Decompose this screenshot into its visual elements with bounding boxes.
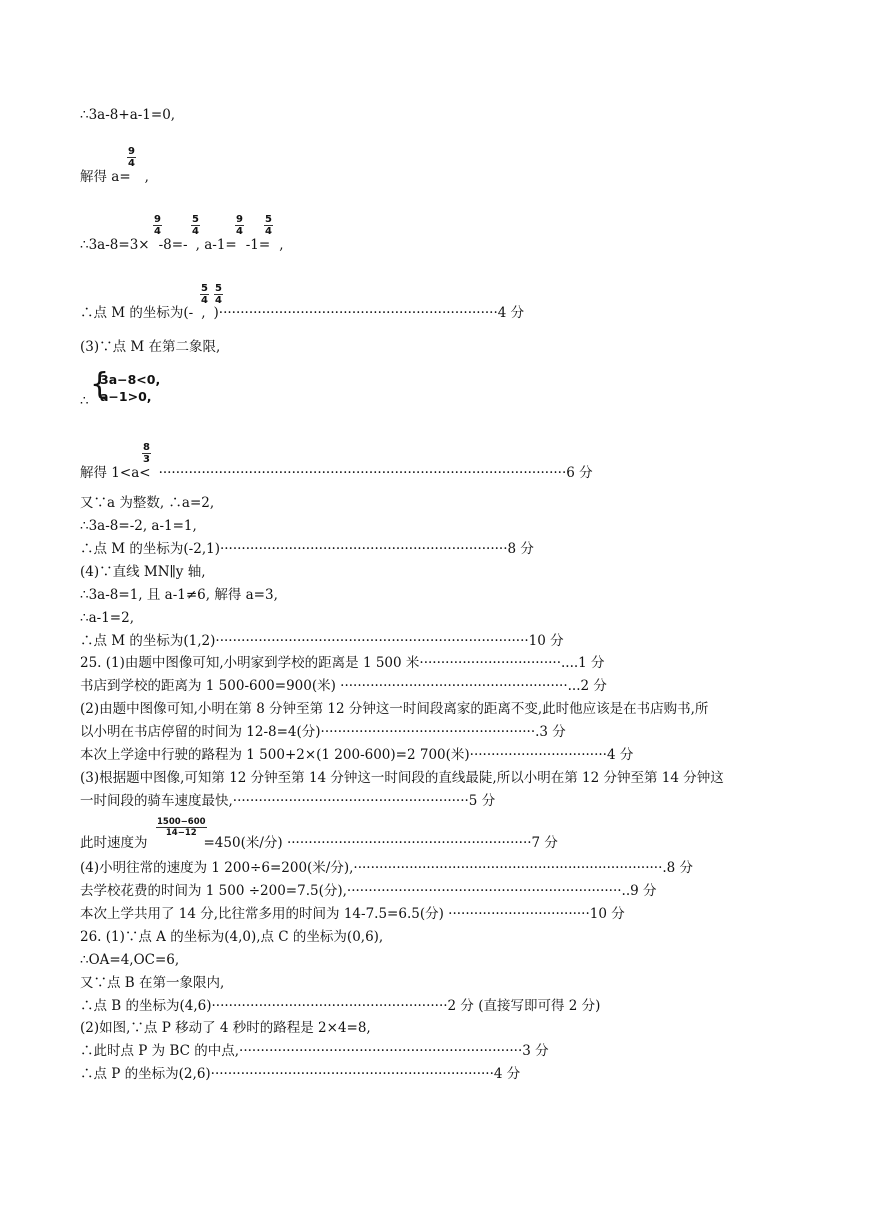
line-2 — [80, 168, 149, 186]
text: ·······························································································6 分 — [158, 465, 593, 481]
numerator: 9 — [154, 214, 161, 225]
inequality-1: 3a−8<0, — [100, 372, 161, 387]
inequality-2: a−1>0, — [100, 389, 152, 404]
line-31: ∴此时点 P 为 BC 的中点,··································································3 分 — [80, 1043, 549, 1059]
line-5: (3)∵点 M 在第二象限, — [80, 339, 221, 355]
fraction-5-4 — [264, 214, 273, 237]
text: , — [201, 305, 206, 321]
line-1: ∴3a-8+a-1=0, — [80, 107, 176, 123]
numerator: 9 — [128, 146, 135, 157]
line-9: ∴3a-8=-2, a-1=1, — [80, 518, 197, 534]
line-25: 本次上学共用了 14 分,比往常多用的时间为 14-7.5=6.5(分) ·································10 分 — [80, 906, 625, 922]
line-27: ∴OA=4,OC=6, — [80, 952, 180, 968]
line-26: 26. (1)∵点 A 的坐标为(4,0),点 C 的坐标为(0,6), — [80, 929, 384, 945]
numerator: 9 — [236, 214, 243, 225]
denominator: 4 — [201, 295, 208, 306]
numerator: 1500−600 — [157, 817, 206, 827]
fraction-5-4 — [214, 283, 223, 306]
line-15: 25. (1)由题中图像可知,小明家到学校的距离是 1 500 米·································....1 分 — [80, 655, 605, 671]
fraction-5-4 — [200, 283, 209, 306]
line-17: (2)由题中图像可知,小明在第 8 分钟至第 12 分钟这一时间段离家的距离不变,此时他应该是在书店购书,所 — [80, 701, 709, 717]
fraction-9-4 — [127, 146, 136, 169]
fraction-8-3 — [142, 442, 151, 465]
line-13: ∴a-1=2, — [80, 610, 134, 626]
text: ∴3a-8=3× — [80, 237, 150, 253]
text: -1= — [245, 237, 271, 253]
line-7 — [80, 464, 593, 482]
fraction-9-4 — [153, 214, 162, 237]
line-22 — [80, 834, 558, 852]
text: )·································································4 分 — [213, 305, 525, 321]
line-4 — [80, 304, 524, 322]
text: 此时速度为 — [80, 835, 148, 851]
numerator: 5 — [265, 214, 272, 225]
line-10: ∴点 M 的坐标为(-2,1)···································································8 分 — [80, 541, 534, 557]
numerator: 5 — [215, 283, 222, 294]
line-30: (2)如图,∵点 P 移动了 4 秒时的路程是 2×4=8, — [80, 1020, 371, 1036]
line-16: 书店到学校的距离为 1 500-600=900(米) ·····················································...2 分 — [80, 678, 607, 694]
numerator: 5 — [192, 214, 199, 225]
text: =450(米/分) ·························································7 分 — [203, 835, 558, 851]
numerator: 8 — [143, 442, 150, 453]
line-19: 本次上学途中行驶的路程为 1 500+2×(1 200-600)=2 700(米)································4 分 — [80, 747, 634, 763]
text: -8=- — [158, 237, 188, 253]
numerator: 5 — [201, 283, 208, 294]
fraction-9-4 — [235, 214, 244, 237]
line-18: 以小明在书店停留的时间为 12-8=4(分)··················································.3 分 — [80, 724, 566, 740]
denominator: 3 — [143, 454, 150, 465]
denominator: 14−12 — [165, 828, 197, 838]
text: , — [279, 237, 284, 253]
text: 解得 1<a< — [80, 465, 151, 481]
denominator: 4 — [215, 295, 222, 306]
text: , a-1= — [195, 237, 237, 253]
line-32: ∴点 P 的坐标为(2,6)··································································4 分 — [80, 1066, 521, 1082]
line-20: (3)根据题中图像,可知第 12 分钟至第 14 分钟这一时间段的直线最陡,所以小明在第 12 分钟至第 14 分钟这 — [80, 770, 724, 786]
denominator: 4 — [154, 226, 161, 237]
denominator: 4 — [236, 226, 243, 237]
text: 解得 a= — [80, 169, 131, 185]
line-21: 一时间段的骑车速度最快,·······················································5 分 — [80, 793, 496, 809]
line-11: (4)∵直线 MN∥y 轴, — [80, 564, 206, 580]
line-3 — [80, 236, 283, 254]
denominator: 4 — [192, 226, 199, 237]
fraction-speed — [156, 817, 207, 838]
text: , — [144, 169, 149, 185]
line-24: 去学校花费的时间为 1 500 ÷200=7.5(分),································································..9 分 — [80, 883, 657, 899]
line-8: 又∵a 为整数, ∴a=2, — [80, 495, 215, 511]
brace: { — [90, 367, 110, 402]
line-28: 又∵点 B 在第一象限内, — [80, 975, 225, 991]
line-23: (4)小明往常的速度为 1 200÷6=200(米/分),········································································.8 分 — [80, 860, 694, 876]
text: ∴点 M 的坐标为(- — [80, 305, 194, 321]
fraction-5-4 — [191, 214, 200, 237]
line-12: ∴3a-8=1, 且 a-1≠6, 解得 a=3, — [80, 587, 278, 603]
therefore-symbol: ∴ — [80, 393, 89, 409]
line-29: ∴点 B 的坐标为(4,6)·······················································2 分 (直接写即可得 2 分) — [80, 998, 601, 1014]
line-14: ∴点 M 的坐标为(1,2)·········································································10 分 — [80, 633, 564, 649]
denominator: 4 — [128, 158, 135, 169]
denominator: 4 — [265, 226, 272, 237]
